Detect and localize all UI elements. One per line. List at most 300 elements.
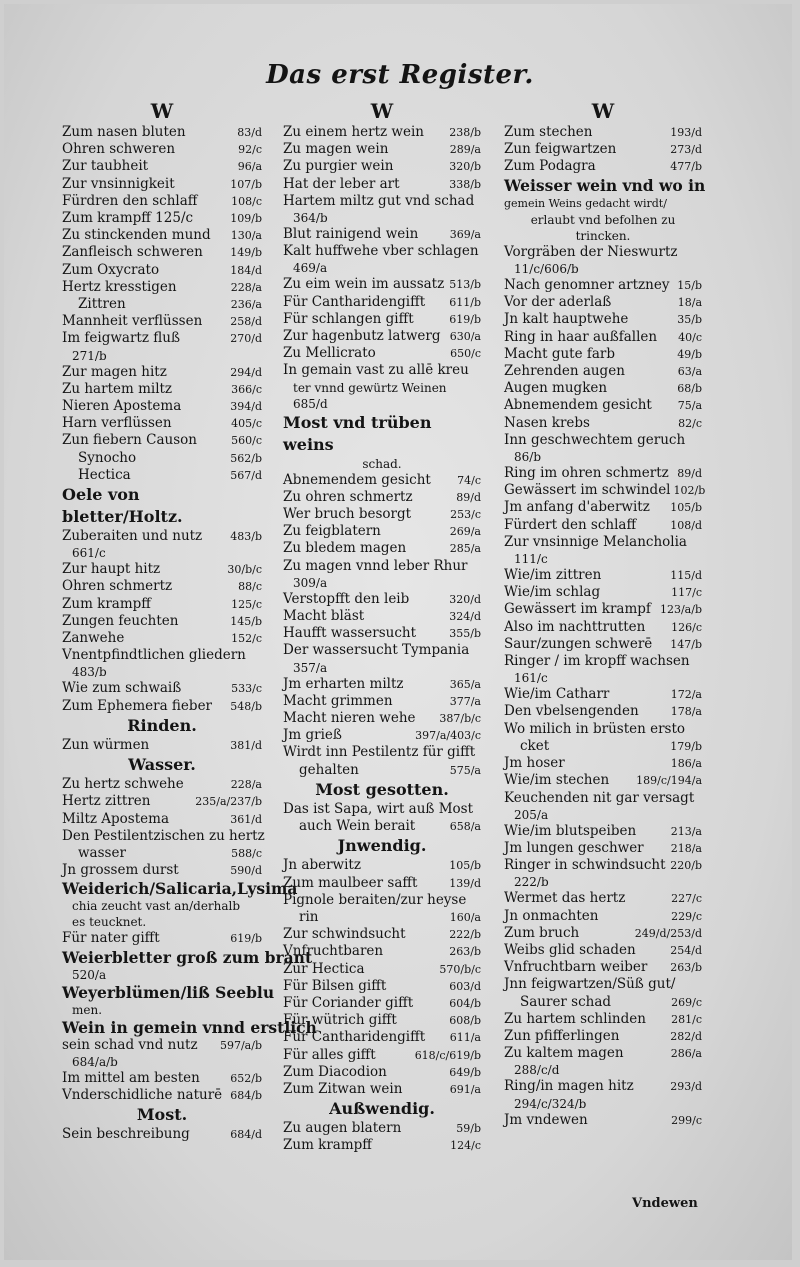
index-entry <box>504 329 702 346</box>
entry-term: Macht nieren wehe <box>283 710 416 727</box>
index-entry <box>283 892 481 909</box>
entry-page-ref: 89/d <box>456 490 481 504</box>
entry-continuation: 661/c <box>72 546 106 561</box>
index-entry <box>62 364 262 381</box>
index-entry <box>283 943 481 960</box>
index-entry <box>283 141 481 158</box>
entry-term: Zun würmen <box>62 736 150 753</box>
entry-term: Zu hartem schlinden <box>504 1010 646 1027</box>
entry-term: Haufft wassersucht <box>283 625 417 642</box>
entry-page-ref: 575/a <box>449 763 481 777</box>
entry-term: Hectica <box>78 466 131 483</box>
entry-page-ref: 263/b <box>449 945 481 959</box>
entry-page-ref: 293/d <box>670 1080 702 1094</box>
index-entry <box>62 381 262 398</box>
entry-term: Saurer schad <box>520 993 612 1010</box>
entry-term: Zu einem hertz wein <box>283 124 424 140</box>
entry-term: Zur vnsinnige Melancholia <box>504 533 687 550</box>
entry-term: Zu bledem magen <box>283 540 407 557</box>
entry-page-ref: 285/a <box>449 542 481 556</box>
entry-term: Zanfleisch schweren <box>62 244 203 261</box>
index-entry <box>504 141 702 158</box>
entry-term: Den vbelsengenden <box>504 703 639 720</box>
entry-page-ref: 570/b/c <box>439 962 481 976</box>
entry-page-ref: 652/b <box>230 1071 262 1085</box>
entry-term: Jm erharten miltz <box>283 675 404 692</box>
entry-page-ref: 320/b <box>449 160 481 174</box>
entry-term: Hertz zittren <box>62 793 151 810</box>
index-entry <box>62 647 262 664</box>
index-entry <box>504 1112 702 1129</box>
index-entry <box>283 362 481 379</box>
entry-term: Ring in haar außfallen <box>504 328 658 345</box>
entry-term: Für Bilsen gifft <box>283 977 387 994</box>
entry-page-ref: 235/a/237/b <box>195 795 262 809</box>
entry-page-ref: 294/d <box>230 365 262 379</box>
entry-continuation: 86/b <box>514 450 541 465</box>
entry-continuation: 684/a/b <box>72 1054 118 1069</box>
entry-term: Gewässert im krampf <box>504 601 651 618</box>
entry-page-ref: 548/b <box>230 699 262 713</box>
index-entry <box>62 1070 262 1087</box>
index-entry <box>504 857 702 874</box>
entry-page-ref: 96/a <box>237 160 262 174</box>
entry-term: Nach genomner artzney <box>504 277 670 294</box>
index-entry <box>62 1087 262 1104</box>
entry-term: wasser <box>78 844 126 861</box>
entry-continuation: 520/a <box>72 967 107 982</box>
entry-term: Im mittel am besten <box>62 1069 200 1086</box>
entry-continuation: erlaubt vnd befolhen zu <box>530 212 676 227</box>
entry-page-ref: 189/c/194/a <box>636 774 702 788</box>
entry-term: Hat der leber art <box>283 175 400 192</box>
entry-term: Jm lungen geschwer <box>504 839 644 856</box>
entry-page-ref: 483/b <box>230 530 262 544</box>
index-entry <box>283 523 481 540</box>
entry-page-ref: 179/b <box>670 739 702 753</box>
entry-term: Inn geschwechtem geruch <box>504 431 686 448</box>
entry-term: Gewässert im schwindel <box>504 482 671 499</box>
index-entry <box>62 330 262 347</box>
entry-page-ref: 254/d <box>670 943 702 957</box>
entry-page-ref: 15/b <box>677 279 702 293</box>
index-entry <box>283 625 481 642</box>
index-entry <box>504 959 702 976</box>
entry-term: Nasen krebs <box>504 414 590 431</box>
index-entry <box>62 432 262 449</box>
entry-term: Macht grimmen <box>283 692 393 709</box>
entry-continuation: 288/c/d <box>514 1063 560 1078</box>
entry-term: Sein beschreibung <box>62 1126 190 1143</box>
index-entry <box>62 176 262 193</box>
entry-term: Zu stinckenden mund <box>62 227 211 244</box>
index-entry <box>62 1126 262 1143</box>
entry-page-ref: 220/b <box>670 859 702 873</box>
entry-term: Jn kalt hauptwehe <box>504 311 629 328</box>
entry-page-ref: 320/d <box>449 592 481 606</box>
entry-term: Zu magen vnnd leber Rhur <box>283 557 468 574</box>
index-entry <box>504 158 702 175</box>
index-entry <box>504 925 702 942</box>
index-entry <box>504 908 702 925</box>
index-entry <box>504 465 702 482</box>
index-entry <box>283 875 481 892</box>
entry-page-ref: 477/b <box>670 160 702 174</box>
entry-continuation: trincken. <box>575 228 631 243</box>
index-entry <box>62 578 262 595</box>
entry-term: Zu kaltem magen <box>504 1045 624 1062</box>
entry-term: Zun pfifferlingen <box>504 1027 620 1044</box>
index-entry <box>283 276 481 293</box>
index-entry <box>283 558 481 575</box>
entry-page-ref: 59/b <box>456 1122 481 1136</box>
entry-term: Hertz kresstigen <box>62 278 177 295</box>
entry-term: Zur Hectica <box>283 960 365 977</box>
column-letter-heading: W <box>591 99 615 123</box>
entry-continuation: schad. <box>362 456 402 471</box>
entry-page-ref: 619/b <box>449 312 481 326</box>
entry-page-ref: 324/d <box>449 610 481 624</box>
entry-term: Für wütrich gifft <box>283 1012 397 1029</box>
page-title: Das erst Register. <box>266 60 534 90</box>
index-entry <box>504 346 702 363</box>
index-entry <box>62 158 262 175</box>
index-entry <box>504 942 702 959</box>
entry-term: Wie/im blutspeiben <box>504 822 637 839</box>
index-entry <box>283 1029 481 1046</box>
index-entry <box>283 328 481 345</box>
index-entry <box>283 1081 481 1098</box>
entry-continuation: 685/d <box>293 396 328 411</box>
entry-page-ref: 35/b <box>677 313 702 327</box>
index-entry <box>62 227 262 244</box>
entry-term: Jm anfang d'aberwitz <box>504 499 650 516</box>
entry-continuation: men. <box>72 1002 103 1017</box>
index-entry <box>62 698 262 715</box>
entry-term: Zur magen hitz <box>62 363 167 380</box>
entry-term: Zum Zitwan wein <box>283 1080 403 1097</box>
index-entry <box>504 397 702 414</box>
index-entry <box>504 380 702 397</box>
index-entry <box>504 790 702 807</box>
entry-page-ref: 115/d <box>670 569 702 583</box>
index-entry <box>504 534 702 551</box>
entry-page-ref: 227/c <box>671 892 702 906</box>
section-heading: Oele von bletter/Holtz. <box>62 485 183 527</box>
entry-term: Wo milich in brüsten ersto <box>504 720 686 737</box>
entry-term: auch Wein berait <box>299 818 416 835</box>
index-entry <box>504 755 702 772</box>
entry-term: Der wassersucht Tympania <box>283 642 470 659</box>
entry-term: Jn grossem durst <box>62 862 179 879</box>
entry-term: gemein Weins gedacht wirdt/ <box>504 196 667 210</box>
entry-term: Für schlangen gifft <box>283 310 414 327</box>
entry-page-ref: 286/a <box>670 1047 702 1061</box>
entry-page-ref: 366/c <box>231 382 262 396</box>
index-entry <box>283 801 481 818</box>
index-entry <box>62 450 262 467</box>
index-entry <box>504 619 702 636</box>
entry-term: Zur haupt hitz <box>62 561 161 578</box>
entry-page-ref: 218/a <box>670 841 702 855</box>
entry-term: Zum Podagra <box>504 158 596 175</box>
index-entry <box>504 738 702 755</box>
entry-term: Zum Ephemera fieber <box>62 697 213 714</box>
index-entry <box>504 1078 702 1095</box>
entry-page-ref: 381/d <box>230 738 262 752</box>
entry-page-ref: 684/b <box>230 1088 262 1102</box>
entry-term: Jnn feigwartzen/Süß gut/ <box>504 976 676 993</box>
entry-term: Zum maulbeer safft <box>283 874 418 891</box>
entry-page-ref: 597/a/b <box>219 1038 262 1052</box>
entry-page-ref: 611/a <box>449 1031 481 1045</box>
entry-page-ref: 147/b <box>670 637 702 651</box>
entry-term: Weierbletter groß zum brant <box>62 947 313 967</box>
entry-page-ref: 82/c <box>678 416 702 430</box>
entry-page-ref: 83/d <box>237 126 262 139</box>
entry-term: Zur hagenbutz latwerg <box>283 328 441 345</box>
index-entry <box>504 686 702 703</box>
entry-page-ref: 125/c <box>231 597 262 611</box>
index-entry <box>62 737 262 754</box>
entry-term: Zittren <box>78 296 126 313</box>
entry-page-ref: 49/b <box>677 347 702 361</box>
entry-page-ref: 273/d <box>670 143 702 157</box>
entry-term: Synocho <box>78 449 137 466</box>
entry-term: Zu Mellicrato <box>283 345 376 362</box>
entry-term: Für nater gifft <box>62 930 160 947</box>
entry-term: Wer bruch besorgt <box>283 506 412 523</box>
entry-term: In gemain vast zu allē kreu <box>283 362 469 379</box>
index-entry <box>62 811 262 828</box>
entry-continuation: 309/a <box>293 575 328 590</box>
entry-term: Für Coriander gifft <box>283 994 414 1011</box>
index-entry <box>504 976 702 993</box>
index-entry <box>283 762 481 779</box>
entry-page-ref: 88/c <box>238 580 262 594</box>
entry-page-ref: 619/b <box>230 932 262 946</box>
entry-term: Weisser wein vnd wo in <box>504 175 706 195</box>
entry-page-ref: 145/b <box>230 614 262 628</box>
entry-page-ref: 282/d <box>670 1029 702 1043</box>
index-entry <box>62 596 262 613</box>
index-entry <box>283 506 481 523</box>
entry-page-ref: 289/a <box>449 143 481 157</box>
entry-term: Zum nasen bluten <box>62 124 186 140</box>
index-column-2 <box>283 98 481 1155</box>
index-entry <box>283 294 481 311</box>
index-entry <box>504 1045 702 1062</box>
entry-term: Macht bläst <box>283 608 365 625</box>
entry-page-ref: 397/a/403/c <box>415 729 481 743</box>
entry-term: Zun fiebern Causon <box>62 432 197 449</box>
entry-term: Pignole beraiten/zur heyse <box>283 891 467 908</box>
entry-term: Wirdt inn Pestilentz für gifft <box>283 744 476 761</box>
entry-page-ref: 152/c <box>231 632 262 646</box>
entry-continuation: 357/a <box>293 660 328 675</box>
entry-page-ref: 109/b <box>230 212 262 226</box>
index-entry <box>504 653 702 670</box>
index-entry <box>283 909 481 926</box>
index-entry <box>504 175 706 195</box>
entry-page-ref: 377/a <box>449 694 481 708</box>
entry-term: Ringer / im kropff wachsen <box>504 653 690 670</box>
entry-term: Zehrenden augen <box>504 363 625 380</box>
entry-term: Kalt huffwehe vber schlagen <box>283 243 479 260</box>
entry-page-ref: 139/d <box>449 876 481 890</box>
entry-term: Miltz Apostema <box>62 810 169 827</box>
entry-term: Zu hertz schwehe <box>62 776 184 793</box>
index-entry <box>62 845 262 862</box>
entry-term: Zum krampff <box>283 1137 372 1154</box>
entry-page-ref: 249/d/253/d <box>634 926 702 940</box>
entry-page-ref: 618/c/619/b <box>414 1048 481 1062</box>
entry-term: Wein in gemein vnnd erstlich <box>62 1017 317 1037</box>
entry-page-ref: 604/b <box>449 996 481 1010</box>
entry-page-ref: 18/a <box>677 296 702 310</box>
index-entry <box>283 710 481 727</box>
entry-term: Fürdert den schlaff <box>504 516 637 533</box>
entry-term: Zun feigwartzen <box>504 141 617 158</box>
index-entry <box>504 567 702 584</box>
entry-page-ref: 92/c <box>238 143 262 157</box>
entry-page-ref: 684/d <box>230 1128 262 1142</box>
entry-term: cket <box>520 737 550 754</box>
index-entry <box>504 772 702 789</box>
entry-page-ref: 691/a <box>449 1082 481 1096</box>
index-entry <box>504 195 702 212</box>
entry-term: Ring im ohren schmertz <box>504 465 669 482</box>
entry-term: Harn verflüssen <box>62 415 172 432</box>
entry-term: Zur vnsinnigkeit <box>62 175 175 192</box>
index-entry <box>504 363 702 380</box>
index-entry <box>283 642 481 659</box>
entry-continuation: 271/b <box>72 348 107 363</box>
entry-term: Nieren Apostema <box>62 398 182 415</box>
entry-page-ref: 603/d <box>449 979 481 993</box>
entry-term: Zungen feuchten <box>62 612 179 629</box>
index-entry <box>504 721 702 738</box>
index-entry <box>62 630 262 647</box>
index-entry <box>283 857 481 874</box>
entry-page-ref: 228/a <box>230 778 262 792</box>
entry-page-ref: 105/b <box>449 859 481 873</box>
entry-term: Für alles gifft <box>283 1046 376 1063</box>
index-entry <box>283 345 481 362</box>
entry-continuation: chia zeucht vast an/derhalb <box>72 899 241 914</box>
entry-page-ref: 567/d <box>230 468 262 482</box>
index-entry <box>62 141 262 158</box>
entry-page-ref: 560/c <box>231 434 262 448</box>
index-entry <box>283 176 481 193</box>
entry-page-ref: 387/b/c <box>439 712 481 726</box>
entry-term: Wie/im zittren <box>504 567 602 584</box>
entry-term: Für Cantharidengifft <box>283 1029 426 1046</box>
entry-term: Verstopfft den leib <box>283 590 410 607</box>
index-entry <box>283 226 481 243</box>
entry-page-ref: 588/c <box>231 846 262 860</box>
index-entry <box>504 277 702 294</box>
entry-page-ref: 281/c <box>671 1012 702 1026</box>
index-entry <box>504 517 702 534</box>
index-entry <box>62 862 262 879</box>
entry-term: sein schad vnd nutz <box>62 1036 198 1053</box>
index-entry <box>62 982 275 1002</box>
index-entry <box>283 608 481 625</box>
entry-page-ref: 229/c <box>671 909 702 923</box>
entry-page-ref: 513/b <box>449 278 481 292</box>
entry-page-ref: 213/a <box>670 824 702 838</box>
index-entry <box>283 995 481 1012</box>
entry-term: Wie/im stechen <box>504 772 610 789</box>
entry-term: Für Cantharidengifft <box>283 293 426 310</box>
entry-term: Hartem miltz gut vnd schad <box>283 192 475 209</box>
entry-term: Zuberaiten und nutz <box>62 528 203 545</box>
entry-page-ref: 299/c <box>671 1113 702 1127</box>
entry-page-ref: 562/b <box>230 451 262 465</box>
entry-term: Ringer in schwindsucht <box>504 857 666 874</box>
entry-term: Vorgräben der Nieswurtz <box>504 243 678 260</box>
entry-term: Jm grieß <box>283 727 342 744</box>
entry-page-ref: 630/a <box>449 330 481 344</box>
entry-term: gehalten <box>299 761 359 778</box>
index-entry <box>504 432 702 449</box>
entry-page-ref: 193/d <box>670 126 702 139</box>
entry-page-ref: 123/a/b <box>659 603 702 617</box>
index-entry <box>62 467 262 484</box>
catchword: Vndewen <box>632 1196 698 1211</box>
entry-page-ref: 178/a <box>670 705 702 719</box>
entry-term: Zu hartem miltz <box>62 380 173 397</box>
entry-page-ref: 105/b <box>670 501 702 515</box>
entry-page-ref: 89/d <box>677 467 702 481</box>
entry-page-ref: 611/b <box>449 295 481 309</box>
entry-term: Wie/im Catharr <box>504 686 610 703</box>
entry-term: Macht gute farb <box>504 345 616 362</box>
entry-page-ref: 658/a <box>449 820 481 834</box>
entry-page-ref: 269/c <box>671 995 702 1009</box>
entry-page-ref: 270/d <box>230 332 262 346</box>
entry-term: Zum Oxycrato <box>62 261 160 278</box>
index-entry <box>62 210 262 227</box>
entry-term: Fürdren den schlaff <box>62 192 198 209</box>
index-entry <box>62 1017 317 1037</box>
entry-term: Zur taubheit <box>62 158 149 175</box>
index-entry <box>62 398 262 415</box>
entry-page-ref: 108/d <box>670 518 702 532</box>
section-heading: Most gesotten. <box>315 779 449 799</box>
entry-page-ref: 269/a <box>449 525 481 539</box>
entry-page-ref: 253/c <box>450 508 481 522</box>
entry-continuation: 111/c <box>514 552 548 567</box>
entry-term: Im feigwartz fluß <box>62 330 180 347</box>
index-column-3 <box>504 98 706 1129</box>
index-entry <box>283 311 481 328</box>
entry-term: Vnderschidliche naturē <box>62 1086 223 1103</box>
entry-term: Abnemendem gesicht <box>283 471 431 488</box>
entry-term: Wie zum schwaiß <box>62 680 182 697</box>
index-entry <box>283 193 481 210</box>
index-entry <box>283 818 481 835</box>
section-heading: Wasser. <box>128 755 196 775</box>
index-entry <box>62 561 262 578</box>
index-entry <box>62 244 262 261</box>
column-letter-heading: W <box>370 99 394 123</box>
entry-page-ref: 117/c <box>671 586 702 600</box>
index-entry <box>62 879 298 899</box>
index-entry <box>283 978 481 995</box>
entry-term: Zum krampff 125/c <box>62 210 194 227</box>
